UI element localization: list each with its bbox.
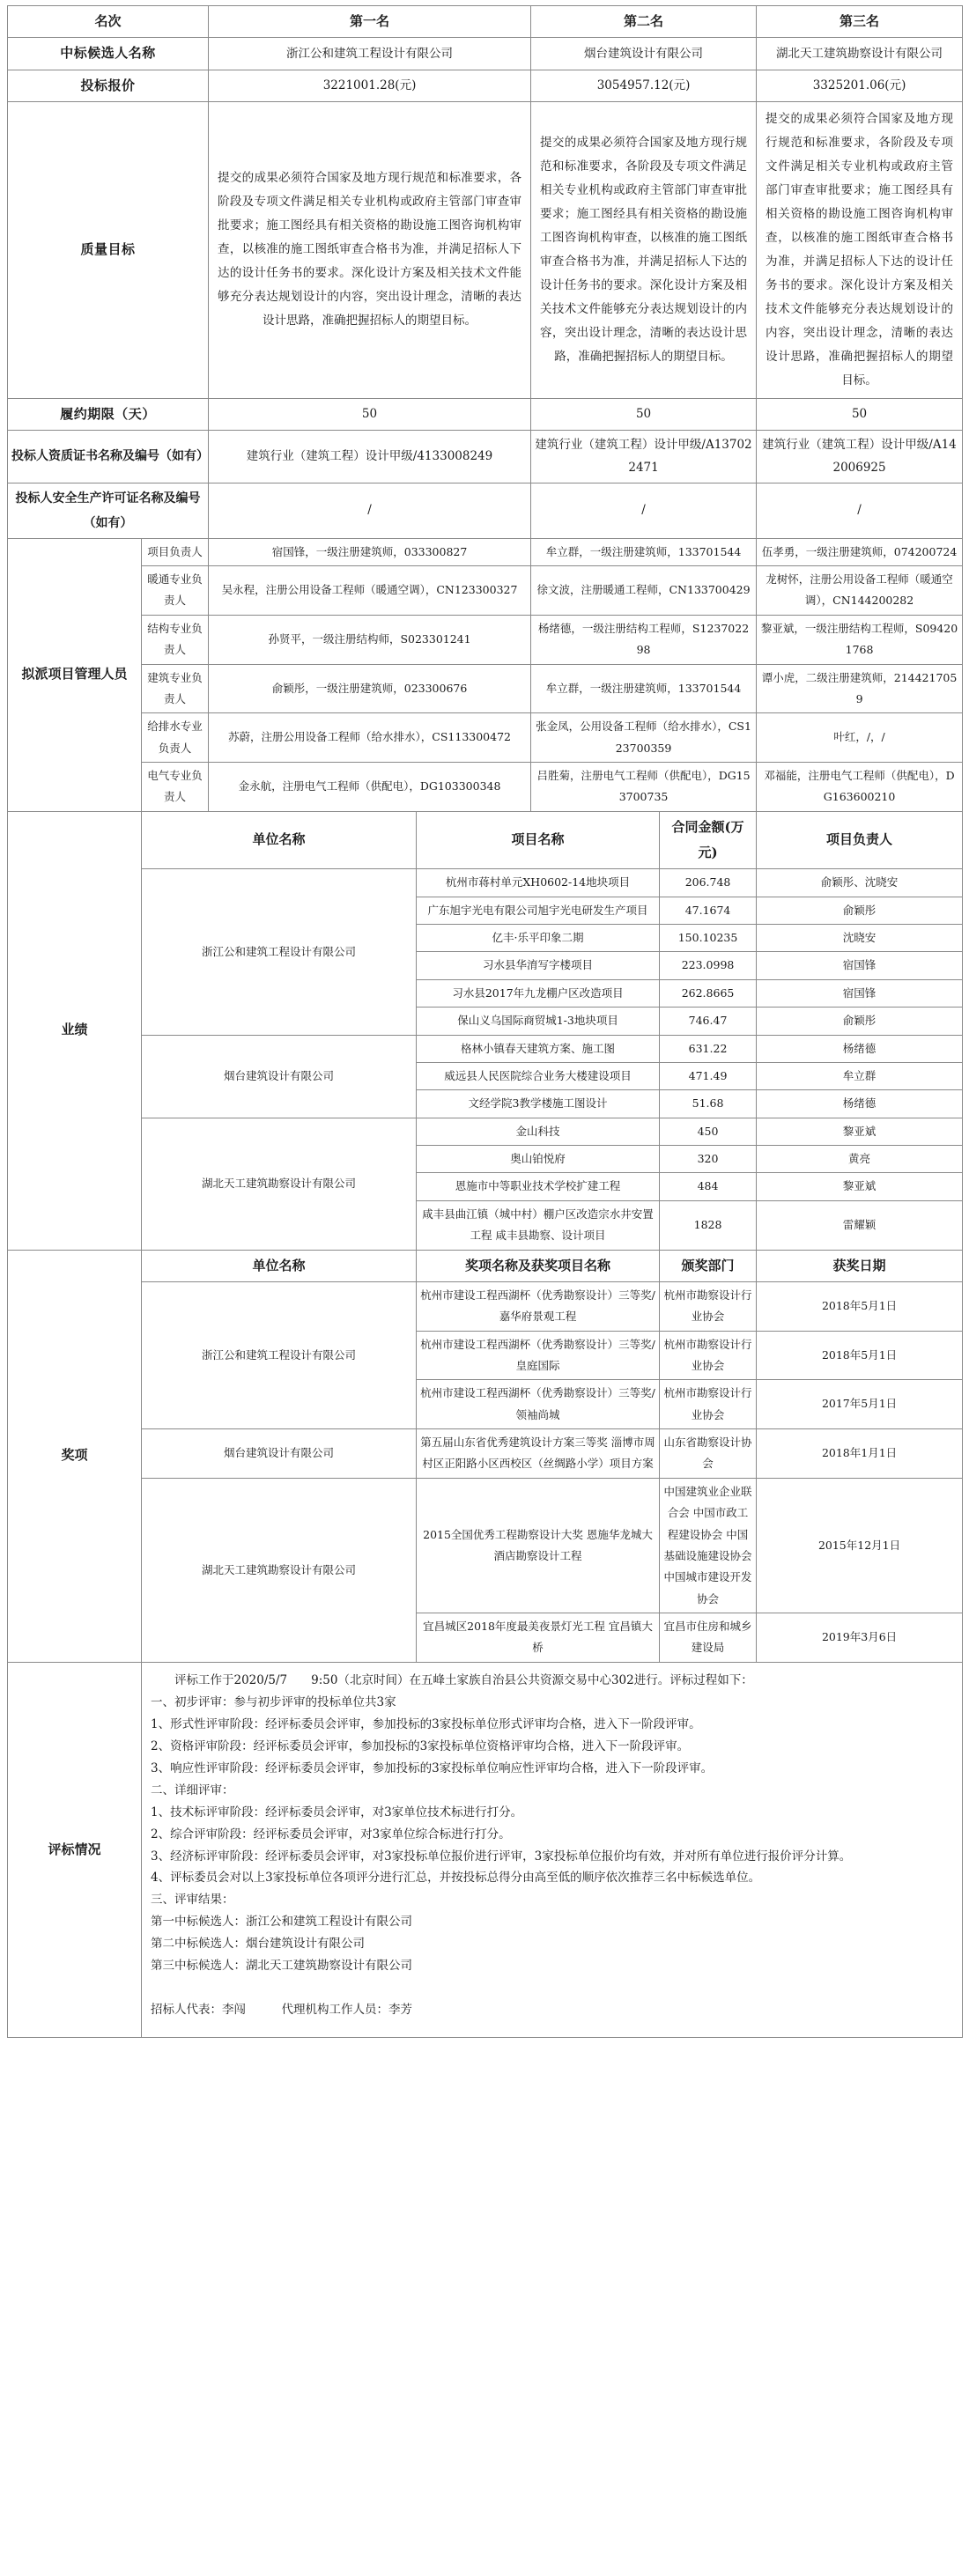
evaluation-line: 3、经济标评审阶段：经评标委员会评审，对3家投标单位报价进行评审，3家投标单位报价均有效，并对所有单位进行报价评分计算。: [151, 1849, 852, 1864]
performance-company-0: 浙江公和建筑工程设计有限公司: [142, 869, 417, 1035]
personnel-row-0: [8, 538, 963, 565]
evaluation-line: 第二中标候选人：烟台建筑设计有限公司: [151, 1937, 365, 1952]
evaluation-line: 评标工作于2020/5/7 9:50（北京时间）在五峰土家族自治县公共资源交易中心302进行。评标过程如下：: [174, 1672, 753, 1687]
awards-company-0: 浙江公和建筑工程设计有限公司: [142, 1281, 417, 1428]
evaluation-line: 三、评审结果：: [151, 1893, 234, 1908]
candidate-name-label: 中标候选人名称: [8, 38, 209, 70]
evaluation-line: 2、资格评审阶段：经评标委员会评审，参加投标的3家投标单位资格评审均合格，进入下一阶段评审。: [151, 1738, 690, 1753]
rank-second: 第二名: [531, 6, 757, 38]
safety-cert-2: /: [531, 483, 757, 538]
performance-project: 格林小镇春天建筑方案、施工图: [417, 1035, 660, 1062]
bid-price-3: 3325201.06(元): [757, 70, 963, 101]
performance-project: 亿丰·乐平印象二期: [417, 925, 660, 952]
duration-1: 50: [209, 398, 531, 430]
safety-cert-row: [8, 483, 963, 538]
performance-amount: 484: [660, 1173, 757, 1200]
duration-row: [8, 398, 963, 430]
award-dept: 宜昌市住房和城乡建设局: [660, 1613, 757, 1663]
personnel-row-2: [8, 615, 963, 664]
evaluation-line: [151, 1977, 953, 1999]
performance-company-2: 湖北天工建筑勘察设计有限公司: [142, 1118, 417, 1250]
performance-leader: 雷耀颖: [757, 1200, 963, 1250]
evaluation-line: 1、技术标评审阶段：经评标委员会评审，对3家单位技术标进行打分。: [151, 1805, 523, 1819]
awards-col-date: 获奖日期: [757, 1250, 963, 1281]
candidate-name-2: 烟台建筑设计有限公司: [531, 38, 757, 70]
evaluation-row: [8, 1662, 963, 2038]
quality-goal-row: [8, 101, 963, 398]
performance-col-leader: 项目负责人: [757, 811, 963, 869]
qualification-cert-row: [8, 431, 963, 483]
performance-leader: 宿国锋: [757, 952, 963, 979]
award-date: 2019年3月6日: [757, 1613, 963, 1663]
award-name: 杭州市建设工程西湖杯（优秀勘察设计）三等奖/领袖尚城: [417, 1380, 660, 1429]
quality-goal-1: 提交的成果必须符合国家及地方现行规范和标准要求，各阶段及专项文件满足相关专业机构或政府主管部门审查审批要求；施工图经具有相关资格的勘设施工图咨询机构审查，以核准的施工图纸审查合格书为准，并满足招标人下达的设计任务书的要求。深化设计方案及相关技术文件能够充分表达规划设计的内容，突出设计理念，清晰的表达设计思路，准确把握招标人的期望目标。: [209, 101, 531, 398]
qualification-cert-3: 建筑行业（建筑工程）设计甲级/A142006925: [757, 431, 963, 483]
qualification-cert-1: 建筑行业（建筑工程）设计甲级/4133008249: [209, 431, 531, 483]
awards-company-1: 烟台建筑设计有限公司: [142, 1429, 417, 1479]
safety-cert-label: 投标人安全生产许可证名称及编号（如有）: [8, 483, 209, 538]
performance-header-row: [8, 811, 963, 869]
duration-label: 履约期限（天）: [8, 398, 209, 430]
award-row: [8, 1478, 963, 1613]
performance-project: 杭州市蒋村单元XH0602-14地块项目: [417, 869, 660, 897]
evaluation-body: [142, 1662, 963, 2038]
performance-leader: 俞颖彤: [757, 897, 963, 924]
performance-amount: 51.68: [660, 1090, 757, 1118]
award-date: 2018年1月1日: [757, 1429, 963, 1479]
safety-cert-3: /: [757, 483, 963, 538]
personnel-value-0-3: 伍孝勇，一级注册建筑师，074200724: [757, 538, 963, 565]
personnel-value-0-2: 牟立群，一级注册建筑师，133701544: [531, 538, 757, 565]
personnel-role-label-4: 给排水专业负责人: [142, 713, 209, 763]
personnel-role-label-3: 建筑专业负责人: [142, 664, 209, 713]
personnel-role-label-5: 电气专业负责人: [142, 763, 209, 812]
awards-section-label: 奖项: [8, 1250, 142, 1662]
performance-project: 威远县人民医院综合业务大楼建设项目: [417, 1062, 660, 1089]
personnel-value-3-2: 牟立群，一级注册建筑师，133701544: [531, 664, 757, 713]
performance-row: [8, 1118, 963, 1145]
bid-price-2: 3054957.12(元): [531, 70, 757, 101]
evaluation-line: 第三中标候选人：湖北天工建筑勘察设计有限公司: [151, 1959, 412, 1974]
personnel-value-4-2: 张金凤，公用设备工程师（给水排水），CS123700359: [531, 713, 757, 763]
evaluation-line: 一、初步评审：参与初步评审的投标单位共3家: [151, 1694, 396, 1709]
performance-project: 习水县2017年九龙棚户区改造项目: [417, 979, 660, 1007]
award-name: 杭州市建设工程西湖杯（优秀勘察设计）三等奖/皇庭国际: [417, 1331, 660, 1380]
personnel-section-label: 拟派项目管理人员: [8, 538, 142, 811]
candidate-name-row: [8, 38, 963, 70]
quality-goal-2: 提交的成果必须符合国家及地方现行规范和标准要求，各阶段及专项文件满足相关专业机构或政府主管部门审查审批要求；施工图经具有相关资格的勘设施工图咨询机构审查，以核准的施工图纸审查合格书为准，并满足招标人下达的设计任务书的要求。深化设计方案及相关技术文件能够充分表达规划设计的内容，突出设计理念，清晰的表达设计思路，准确把握招标人的期望目标。: [531, 101, 757, 398]
personnel-row-1: [8, 566, 963, 616]
evaluation-line: 4、评标委员会对以上3家投标单位各项评分进行汇总，并按投标总得分由高至低的顺序依次推荐三名中标候选单位。: [151, 1871, 761, 1886]
awards-col-name: 奖项名称及获奖项目名称: [417, 1250, 660, 1281]
bid-candidates-table: [7, 5, 963, 2038]
performance-amount: 450: [660, 1118, 757, 1145]
personnel-role-label-2: 结构专业负责人: [142, 615, 209, 664]
awards-col-company: 单位名称: [142, 1250, 417, 1281]
personnel-value-2-1: 孙贤平，一级注册结构师，S023301241: [209, 615, 531, 664]
evaluation-line: 第一中标候选人：浙江公和建筑工程设计有限公司: [151, 1915, 412, 1930]
performance-amount: 631.22: [660, 1035, 757, 1062]
personnel-row-4: [8, 713, 963, 763]
performance-project: 咸丰县曲江镇（城中村）棚户区改造宗水井安置工程 咸丰县勘察、设计项目: [417, 1200, 660, 1250]
personnel-value-3-1: 俞颖彤，一级注册建筑师，023300676: [209, 664, 531, 713]
performance-col-project: 项目名称: [417, 811, 660, 869]
award-row: [8, 1281, 963, 1331]
personnel-value-5-3: 邓福能，注册电气工程师（供配电），DG163600210: [757, 763, 963, 812]
qualification-cert-label: 投标人资质证书名称及编号（如有）: [8, 431, 209, 483]
safety-cert-1: /: [209, 483, 531, 538]
performance-amount: 206.748: [660, 869, 757, 897]
evaluation-line: 1、形式性评审阶段：经评标委员会评审，参加投标的3家投标单位形式评审均合格，进入下一阶段评审。: [151, 1716, 701, 1731]
award-name: 2015全国优秀工程勘察设计大奖 恩施华龙城大酒店勘察设计工程: [417, 1478, 660, 1613]
performance-amount: 746.47: [660, 1008, 757, 1035]
performance-leader: 沈晓安: [757, 925, 963, 952]
evaluation-line: 3、响应性评审阶段：经评标委员会评审，参加投标的3家投标单位响应性评审均合格，进入下一阶段评审。: [151, 1760, 714, 1775]
duration-2: 50: [531, 398, 757, 430]
evaluation-line: 2、综合评审阶段：经评标委员会评审，对3家单位综合标进行打分。: [151, 1827, 511, 1842]
qualification-cert-2: 建筑行业（建筑工程）设计甲级/A137022471: [531, 431, 757, 483]
performance-amount: 262.8665: [660, 979, 757, 1007]
performance-leader: 牟立群: [757, 1062, 963, 1089]
performance-amount: 47.1674: [660, 897, 757, 924]
performance-leader: 杨绪德: [757, 1090, 963, 1118]
performance-leader: 黎亚斌: [757, 1173, 963, 1200]
personnel-role-label-0: 项目负责人: [142, 538, 209, 565]
personnel-row-3: [8, 664, 963, 713]
rank-label: 名次: [8, 6, 209, 38]
award-date: 2015年12月1日: [757, 1478, 963, 1613]
performance-amount: 150.10235: [660, 925, 757, 952]
award-dept: 杭州市勘察设计行业协会: [660, 1331, 757, 1380]
awards-col-dept: 颁奖部门: [660, 1250, 757, 1281]
award-date: 2018年5月1日: [757, 1331, 963, 1380]
bid-price-1: 3221001.28(元): [209, 70, 531, 101]
performance-amount: 320: [660, 1146, 757, 1173]
award-name: 第五届山东省优秀建筑设计方案三等奖 淄博市周村区正阳路小区西校区（丝绸路小学）项目方案: [417, 1429, 660, 1479]
performance-project: 保山义乌国际商贸城1-3地块项目: [417, 1008, 660, 1035]
performance-col-company: 单位名称: [142, 811, 417, 869]
rank-third: 第三名: [757, 6, 963, 38]
personnel-value-5-1: 金永航，注册电气工程师（供配电），DG103300348: [209, 763, 531, 812]
personnel-value-2-3: 黎亚斌，一级注册结构工程师，S094201768: [757, 615, 963, 664]
personnel-value-5-2: 吕胜菊，注册电气工程师（供配电），DG153700735: [531, 763, 757, 812]
performance-project: 广东旭宇光电有限公司旭宇光电研发生产项目: [417, 897, 660, 924]
bid-price-row: [8, 70, 963, 101]
award-dept: 中国建筑业企业联合会 中国市政工程建设协会 中国基础设施建设协会 中国城市建设开发协会: [660, 1478, 757, 1613]
rank-first: 第一名: [209, 6, 531, 38]
personnel-value-3-3: 谭小虎，二级注册建筑师，2144217059: [757, 664, 963, 713]
award-dept: 杭州市勘察设计行业协会: [660, 1281, 757, 1331]
evaluation-line: 招标人代表：李闯 代理机构工作人员：李芳: [151, 2003, 412, 2018]
bid-price-label: 投标报价: [8, 70, 209, 101]
performance-project: 习水县华淯写字楼项目: [417, 952, 660, 979]
personnel-value-1-3: 龙树怀，注册公用设备工程师（暖通空调），CN144200282: [757, 566, 963, 616]
performance-row: [8, 1035, 963, 1062]
performance-amount: 1828: [660, 1200, 757, 1250]
personnel-role-label-1: 暖通专业负责人: [142, 566, 209, 616]
performance-project: 恩施市中等职业技术学校扩建工程: [417, 1173, 660, 1200]
table-header-row: [8, 6, 963, 38]
performance-amount: 471.49: [660, 1062, 757, 1089]
candidate-name-3: 湖北天工建筑勘察设计有限公司: [757, 38, 963, 70]
performance-company-1: 烟台建筑设计有限公司: [142, 1035, 417, 1118]
performance-leader: 俞颖彤、沈晓安: [757, 869, 963, 897]
performance-leader: 黎亚斌: [757, 1118, 963, 1145]
performance-leader: 宿国锋: [757, 979, 963, 1007]
personnel-value-0-1: 宿国锋，一级注册建筑师，033300827: [209, 538, 531, 565]
personnel-value-4-3: 叶红，/，/: [757, 713, 963, 763]
personnel-value-2-2: 杨绪德，一级注册结构工程师，S123702298: [531, 615, 757, 664]
personnel-row-5: [8, 763, 963, 812]
evaluation-line: 二、详细评审：: [151, 1783, 234, 1797]
evaluation-label: 评标情况: [8, 1662, 142, 2038]
award-name: 杭州市建设工程西湖杯（优秀勘察设计）三等奖/嘉华府景观工程: [417, 1281, 660, 1331]
performance-col-amount: 合同金额(万元): [660, 811, 757, 869]
awards-company-2: 湖北天工建筑勘察设计有限公司: [142, 1478, 417, 1662]
performance-project: 文经学院3教学楼施工图设计: [417, 1090, 660, 1118]
award-dept: 山东省勘察设计协会: [660, 1429, 757, 1479]
performance-project: 奥山铂悦府: [417, 1146, 660, 1173]
award-dept: 杭州市勘察设计行业协会: [660, 1380, 757, 1429]
personnel-value-1-1: 吴永程，注册公用设备工程师（暖通空调），CN123300327: [209, 566, 531, 616]
personnel-value-4-1: 苏蔚，注册公用设备工程师（给水排水），CS113300472: [209, 713, 531, 763]
award-row: [8, 1429, 963, 1479]
performance-leader: 黄亮: [757, 1146, 963, 1173]
candidate-name-1: 浙江公和建筑工程设计有限公司: [209, 38, 531, 70]
quality-goal-label: 质量目标: [8, 101, 209, 398]
quality-goal-3: 提交的成果必须符合国家及地方现行规范和标准要求，各阶段及专项文件满足相关专业机构或政府主管部门审查审批要求；施工图经具有相关资格的勘设施工图咨询机构审查，以核准的施工图纸审查合格书为准，并满足招标人下达的设计任务书的要求。深化设计方案及相关技术文件能够充分表达规划设计的内容，突出设计理念，清晰的表达设计思路，准确把握招标人的期望目标。: [757, 101, 963, 398]
performance-amount: 223.0998: [660, 952, 757, 979]
personnel-value-1-2: 徐文波，注册暖通工程师，CN133700429: [531, 566, 757, 616]
performance-leader: 杨绪德: [757, 1035, 963, 1062]
award-name: 宜昌城区2018年度最美夜景灯光工程 宜昌镇大桥: [417, 1613, 660, 1663]
award-date: 2017年5月1日: [757, 1380, 963, 1429]
performance-row: [8, 869, 963, 897]
performance-project: 金山科技: [417, 1118, 660, 1145]
duration-3: 50: [757, 398, 963, 430]
awards-header-row: [8, 1250, 963, 1281]
award-date: 2018年5月1日: [757, 1281, 963, 1331]
performance-section-label: 业绩: [8, 811, 142, 1250]
performance-leader: 俞颖彤: [757, 1008, 963, 1035]
